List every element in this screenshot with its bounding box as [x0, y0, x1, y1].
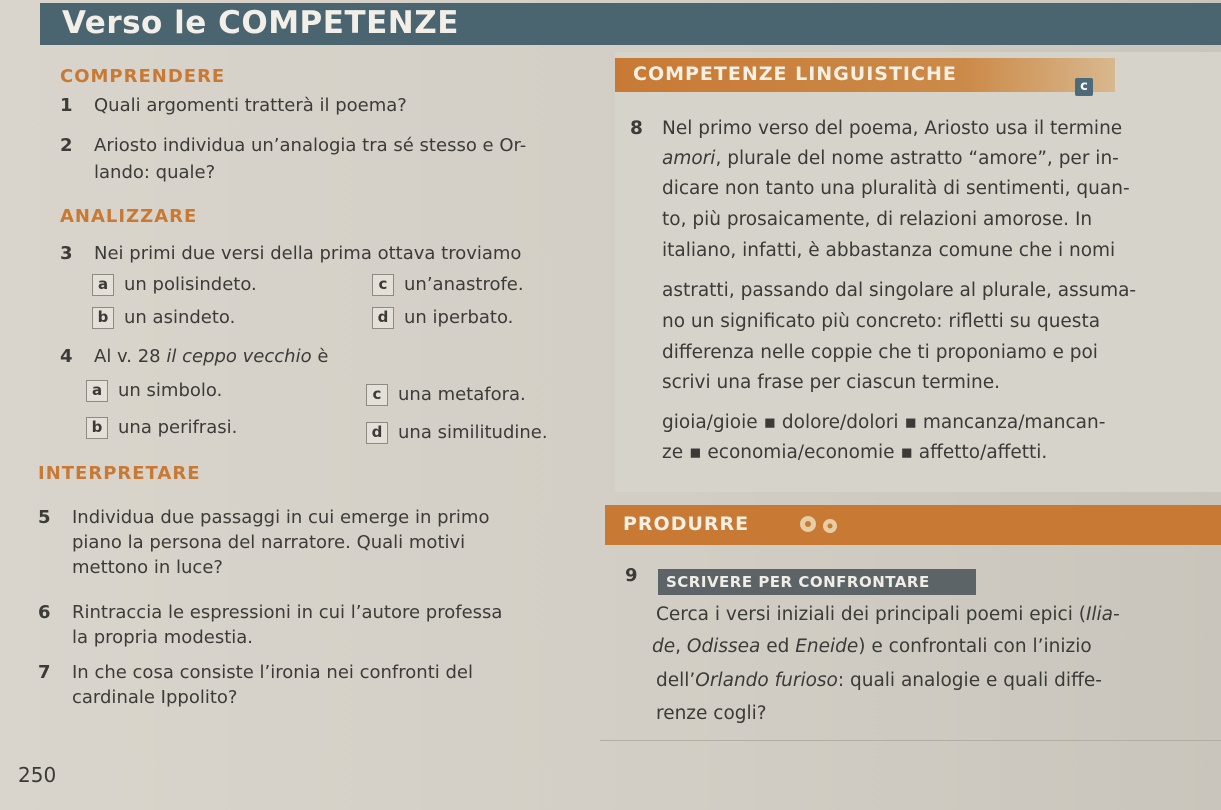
q8-line-6: astratti, passando dal singolare al plurale, assuma- [662, 280, 1137, 301]
option-letter-box: d [366, 422, 388, 444]
option-4a: a un simbolo. [86, 380, 222, 402]
q8-line-8: differenza nelle coppie che ti proponiamo e poi [662, 342, 1098, 363]
q8-line-11: ze ▪ economia/economie ▪ affetto/affetti. [662, 442, 1048, 463]
option-letter-box: a [92, 274, 114, 296]
q8-line-7: no un significato più concreto: rifletti su questa [662, 311, 1101, 332]
q9-line-3: dell’Orlando furioso: quali analogie e quali diffe- [656, 670, 1102, 691]
q9-line-2: de, Odissea ed Eneide) e confrontali con l’inizio [652, 636, 1092, 657]
section-analizzare: ANALIZZARE [60, 206, 198, 227]
q8-line-4: to, più prosaicamente, di relazioni amorose. In [662, 209, 1093, 230]
question-8-number: 8 [630, 118, 643, 139]
q8-line-10: gioia/gioie ▪ dolore/dolori ▪ mancanza/mancan- [662, 412, 1106, 433]
q8-line-5: italiano, infatti, è abbastanza comune che i nomi [662, 240, 1116, 261]
option-3d: d un iperbato. [372, 307, 513, 329]
q9-line-4: renze cogli? [656, 703, 767, 724]
q8-line-1: Nel primo verso del poema, Ariosto usa il termine [662, 118, 1123, 139]
option-3b: b un asindeto. [92, 307, 235, 329]
q8-line-9: scrivi una frase per ciascun termine. [662, 372, 1001, 393]
question-6: 6 Rintraccia le espressioni in cui l’autore professa la propria modestia. [38, 602, 503, 648]
page-title: Verso le COMPETENZE [62, 5, 459, 41]
option-letter-box: a [86, 380, 108, 402]
option-letter-box: c [366, 384, 388, 406]
question-3: 3 Nei primi due versi della prima ottava troviamo [60, 243, 522, 264]
page-number: 250 [18, 763, 57, 787]
question-5: 5 Individua due passaggi in cui emerge in primo piano la persona del narratore. Quali motivi mettono in luce? [38, 507, 490, 578]
title-bar [40, 3, 1221, 45]
option-3a: a un polisindeto. [92, 274, 257, 296]
q9-line-1: Cerca i versi iniziali dei principali poemi epici (Ilia- [656, 604, 1120, 625]
option-letter-box: d [372, 307, 394, 329]
scrivere-label: SCRIVERE PER CONFRONTARE [658, 569, 976, 595]
produrre-bar: PRODURRE [605, 505, 1221, 545]
question-4: 4 Al v. 28 il ceppo vecchio è [60, 346, 329, 367]
question-7: 7 In che cosa consiste l’ironia nei confronti del cardinale Ippolito? [38, 662, 473, 708]
question-9-number: 9 [625, 565, 638, 586]
option-letter-box: b [92, 307, 114, 329]
q8-line-3: dicare non tanto una pluralità di sentimenti, quan- [662, 178, 1130, 199]
option-4d: d una similitudine. [366, 422, 548, 444]
gears-icon [790, 510, 850, 540]
option-4b: b una perifrasi. [86, 417, 237, 439]
level-badge: c [1075, 78, 1093, 96]
divider [600, 740, 1221, 741]
section-comprendere: COMPRENDERE [60, 66, 226, 87]
option-letter-box: b [86, 417, 108, 439]
section-interpretare: INTERPRETARE [38, 463, 201, 484]
option-4c: c una metafora. [366, 384, 526, 406]
option-letter-box: c [372, 274, 394, 296]
competenze-linguistiche-bar: COMPETENZE LINGUISTICHE [615, 58, 1115, 92]
q8-line-2: amori, plurale del nome astratto “amore”, per in- [662, 148, 1119, 169]
question-2: 2 Ariosto individua un’analogia tra sé stesso e Or- lando: quale? [60, 135, 527, 183]
option-3c: c un’anastrofe. [372, 274, 524, 296]
question-1: 1 Quali argomenti tratterà il poema? [60, 95, 407, 116]
